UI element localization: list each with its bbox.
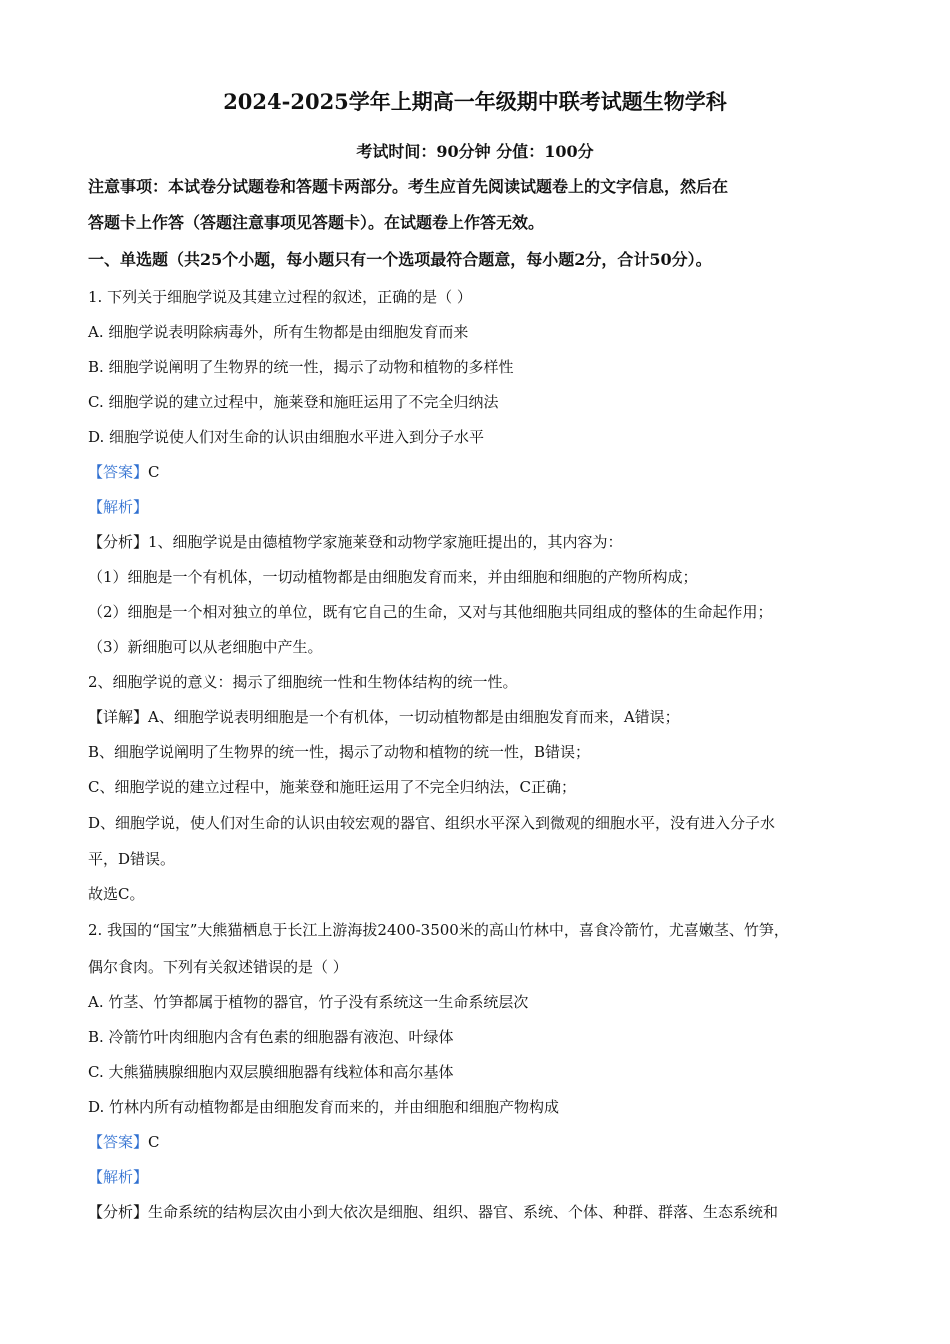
question-1-detail-b: B、细胞学说阐明了生物界的统一性，揭示了动物和植物的统一性，B错误； (88, 743, 591, 761)
exam-info: 考试时间：90分钟 分值：100分 (356, 142, 594, 161)
question-2-stem-line-2: 偶尔食肉。下列有关叙述错误的是（ ） (88, 958, 348, 976)
xiangjie-tag: 【详解】 (88, 708, 149, 726)
question-2-fenxi (88, 1202, 778, 1222)
xiangjie-text: A、细胞学说表明细胞是一个有机体，一切动植物都是由细胞发育而来，A错误； (148, 708, 680, 726)
notice-line-1: 注意事项：本试卷分试题卷和答题卡两部分。考生应首先阅读试题卷上的文字信息，然后在 (88, 177, 729, 196)
question-2-answer (88, 1132, 160, 1152)
answer-value: C (148, 1133, 160, 1151)
question-1-analysis-tag: 【解析】 (88, 498, 149, 516)
question-2-option-d: D. 竹林内所有动植物都是由细胞发育而来的，并由细胞和细胞产物构成 (88, 1098, 560, 1116)
question-2-stem-line-1: 2. 我国的“国宝”大熊猫栖息于长江上游海拔2400-3500米的高山竹林中，喜食冷箭竹，尤喜嫩茎、竹笋， (88, 921, 789, 939)
question-2-analysis-tag: 【解析】 (88, 1168, 149, 1186)
question-1-detail-c: C、细胞学说的建立过程中，施莱登和施旺运用了不完全归纳法，C正确； (88, 778, 576, 796)
question-2-option-b: B. 冷箭竹叶肉细胞内含有色素的细胞器有液泡、叶绿体 (88, 1028, 454, 1046)
question-1-point-3: （3）新细胞可以从老细胞中产生。 (88, 638, 323, 656)
question-1-xiangjie (88, 707, 680, 727)
question-1-point-1: （1）细胞是一个有机体，一切动植物都是由细胞发育而来，并由细胞和细胞的产物所构成； (88, 568, 698, 586)
answer-tag: 【答案】 (88, 1133, 149, 1151)
answer-tag: 【答案】 (88, 463, 149, 481)
question-1-option-a: A. 细胞学说表明除病毒外，所有生物都是由细胞发育而来 (88, 323, 469, 341)
question-1-option-b: B. 细胞学说阐明了生物界的统一性，揭示了动物和植物的多样性 (88, 358, 514, 376)
question-2-option-a: A. 竹茎、竹笋都属于植物的器官，竹子没有系统这一生命系统层次 (88, 993, 529, 1011)
question-1-answer (88, 462, 160, 482)
question-1-fenxi (88, 532, 623, 552)
question-1-conclusion: 故选C。 (88, 885, 145, 903)
section-heading: 一、单选题（共25个小题，每小题只有一个选项最符合题意，每小题2分，合计50分）。 (88, 250, 712, 269)
question-1-point-2: （2）细胞是一个相对独立的单位，既有它自己的生命，又对与其他细胞共同组成的整体的生命起作用； (88, 603, 773, 621)
question-1-detail-d-cont: 平，D错误。 (88, 850, 176, 868)
question-1-detail-d: D、细胞学说，使人们对生命的认识由较宏观的器官、组织水平深入到微观的细胞水平，没有进入分子水 (88, 814, 776, 832)
page-title: 2024-2025学年上期高一年级期中联考试题生物学科 (223, 89, 727, 114)
question-1-option-c: C. 细胞学说的建立过程中，施莱登和施旺运用了不完全归纳法 (88, 393, 499, 411)
question-1-stem: 1. 下列关于细胞学说及其建立过程的叙述，正确的是（ ） (88, 288, 472, 306)
answer-value: C (148, 463, 160, 481)
question-1-option-d: D. 细胞学说使人们对生命的认识由细胞水平进入到分子水平 (88, 428, 485, 446)
notice-line-2: 答题卡上作答（答题注意事项见答题卡）。在试题卷上作答无效。 (88, 213, 545, 232)
fenxi-tag: 【分析】 (88, 1203, 149, 1221)
fenxi-tag: 【分析】 (88, 533, 149, 551)
question-2-option-c: C. 大熊猫胰腺细胞内双层膜细胞器有线粒体和高尔基体 (88, 1063, 454, 1081)
question-1-meaning: 2、细胞学说的意义：揭示了细胞统一性和生物体结构的统一性。 (88, 673, 518, 691)
fenxi-text: 1、细胞学说是由德植物学家施莱登和动物学家施旺提出的，其内容为： (148, 533, 623, 551)
fenxi-text: 生命系统的结构层次由小到大依次是细胞、组织、器官、系统、个体、种群、群落、生态系统和 (148, 1203, 779, 1221)
